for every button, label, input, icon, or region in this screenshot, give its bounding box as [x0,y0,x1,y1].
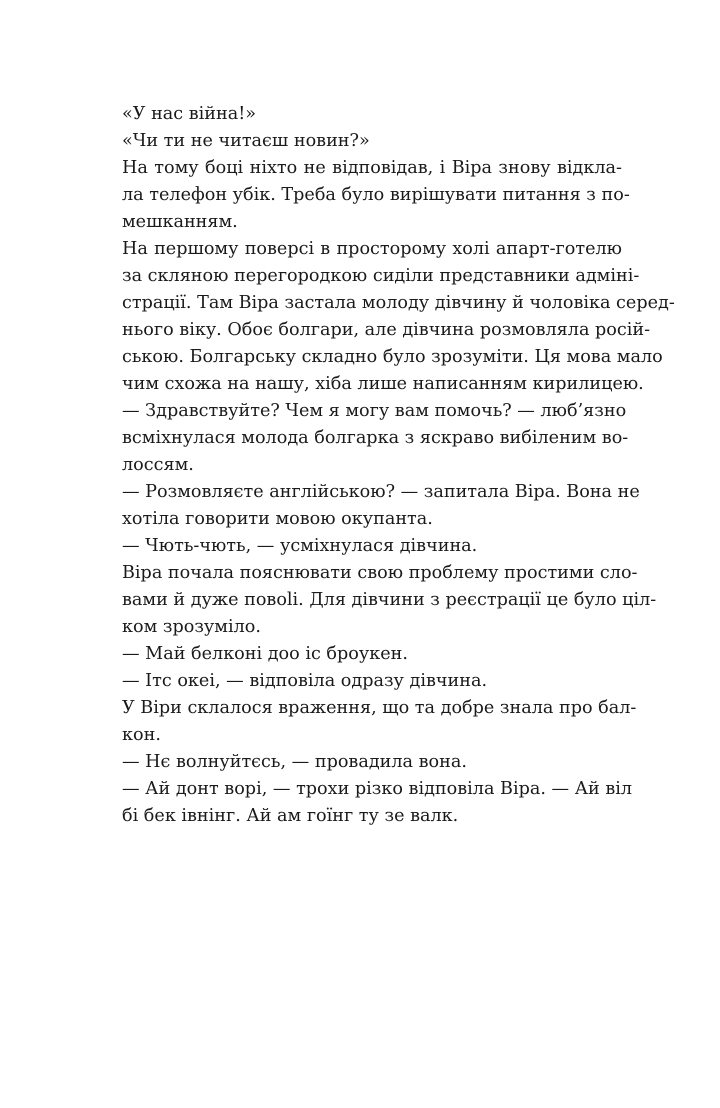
text-line: — Здравствуйте? Чем я могу вам помочь? — люб’язно [122,401,627,421]
text-line: бі бек івнінг. Ай ам гоїнг ту зе валк. [122,806,459,826]
text-line: Віра почала пояснювати свою проблему простими сло- [122,563,638,583]
text-line: ком зрозуміло. [122,617,261,637]
text-line: У Віри склалося враження, що та добре знала про бал- [122,698,637,718]
text-line: «У нас війна!» [122,104,257,124]
text-line: чим схожа на нашу, хіба лише написанням кирилицею. [122,374,644,394]
text-line: хотіла говорити мовою окупанта. [122,509,433,529]
text-line: — Чють-чють, — усміхнулася дівчина. [122,536,478,556]
text-line: лоссям. [122,455,194,475]
text-line: — Май белконі доо іс броукен. [122,644,408,664]
text-line: — Розмовляєте англійською? — запитала Віра. Вона не [122,482,640,502]
text-line: за скляною перегородкою сиділи представники адміні- [122,266,640,286]
text-line: — Нє волнуйтєсь, — провадила вона. [122,752,467,772]
text-line: «Чи ти не читаєш новин?» [122,131,370,151]
text-line: — Ай донт ворі, — трохи різко відповіла Віра. — Ай віл [122,779,633,799]
text-line: страції. Там Віра застала молоду дівчину й чоловіка серед- [122,293,675,313]
text-line: На тому боці ніхто не відповідав, і Віра знову відкла- [122,158,622,178]
page-text [122,101,675,830]
text-line: вами й дуже повolі. Для дівчини з реєстрації це було ціл- [122,590,657,610]
text-line: мешканням. [122,212,238,232]
text-line: нього віку. Обоє болгари, але дівчина розмовляла росій- [122,320,651,340]
text-line: всміхнулася молода болгарка з яскраво вибіленим во- [122,428,629,448]
text-line: ською. Болгарську складно було зрозуміти. Ця мова мало [122,347,663,367]
text-line: ла телефон убік. Треба було вирішувати питання з по- [122,185,630,205]
text-line: — Ітс океі, — відповіла одразу дівчина. [122,671,488,691]
text-line: На першому поверсі в просторому холі апарт-готелю [122,239,622,259]
text-line: кон. [122,725,161,745]
